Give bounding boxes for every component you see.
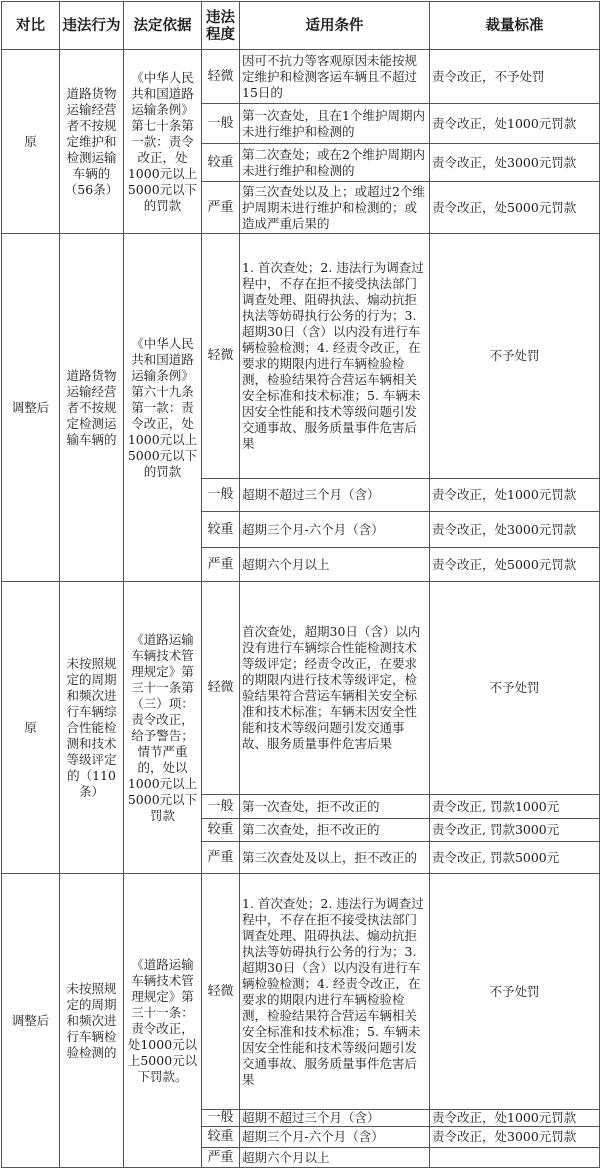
standard-cell: 责令改正，处5000元罚款 [430,548,600,582]
header-standard: 裁量标准 [430,2,600,50]
standard-cell: 责令改正，处1000元罚款 [430,479,600,512]
standard-cell: 不予处罚 [430,582,600,795]
severity-cell: 一般 [202,479,240,512]
standard-cell: 责令改正, 罚款3000元 [430,819,600,842]
condition-cell: 第一次查处，且在1个维护周期内未进行维护和检测的 [240,104,430,144]
standard-cell: 责令改正，处1000元罚款 [430,104,600,144]
legal-basis-cell: 《道路运输车辆技术管理规定》第三十一条第（三）项：责令改正，给予警告；情节严重的，处以1000元以上5000元以下罚款 [124,582,202,874]
condition-cell: 超期三个月-六个月（含） [240,512,430,548]
severity-cell: 一般 [202,1110,240,1127]
condition-cell: 第二次查处，拒不改正的 [240,819,430,842]
compare-cell: 原 [2,50,60,234]
condition-cell: 超期三个月-六个月（含） [240,1127,430,1148]
severity-cell: 严重 [202,182,240,234]
standard-cell [430,1148,600,1168]
standard-cell: 责令改正，处5000元罚款 [430,182,600,234]
condition-cell: 因可不抗力等客观原因未能按规定维护和检测客运车辆且不超过15日的 [240,50,430,104]
behavior-cell: 道路货物运输经营者不按规定检测运输车辆的 [60,234,124,582]
compare-cell: 原 [2,582,60,874]
table-row [2,874,600,1110]
condition-cell: 超期六个月以上 [240,548,430,582]
standard-cell: 责令改正，处3000元罚款 [430,1127,600,1148]
condition-cell: 第三次查处及以上，拒不改正的 [240,842,430,874]
condition-cell: 第一次查处，拒不改正的 [240,795,430,819]
condition-cell: 超期不超过三个月（含） [240,479,430,512]
standard-cell: 责令改正, 罚款5000元 [430,842,600,874]
legal-basis-cell: 《中华人民共和国道路运输条例》第六十九条第一款：责令改正，处1000元以上5000元以下的罚款 [124,234,202,582]
behavior-cell: 道路货物运输经营者不按规定维护和检测运输车辆的（56条） [60,50,124,234]
severity-cell: 严重 [202,548,240,582]
severity-cell: 轻微 [202,874,240,1110]
header-severity: 违法程度 [202,2,240,50]
header-basis: 法定依据 [124,2,202,50]
severity-cell: 较重 [202,512,240,548]
compare-cell: 调整后 [2,874,60,1168]
condition-cell: 超期不超过三个月（含） [240,1110,430,1127]
severity-cell: 严重 [202,1148,240,1168]
severity-cell: 较重 [202,819,240,842]
condition-cell: 第三次查处以及上；或超过2个维护周期未进行维护和检测的；或造成严重后果的 [240,182,430,234]
severity-cell: 轻微 [202,234,240,479]
severity-cell: 轻微 [202,582,240,795]
condition-cell: 超期六个月以上 [240,1148,430,1168]
table-row [2,582,600,795]
standard-cell: 责令改正，处3000元罚款 [430,512,600,548]
header-row [2,2,600,50]
behavior-cell: 未按照规定的周期和频次进行车辆检验检测的 [60,874,124,1168]
severity-cell: 严重 [202,842,240,874]
condition-cell: 1. 首次查处；2. 违法行为调查过程中，不存在拒不接受执法部门调查处理、阻碍执法、煽动抗拒执法等妨碍执行公务的行为；3. 超期30日（含）以内没有进行车辆检验检测；4. 经责令改正，在要求的期限内进行车辆检验检测，检验结果符合营运车辆相关安全标准和技术标准；5. 车辆未因安全性能和技术等级问题引发交通事故、服务质量事件危害后果 [240,234,430,479]
behavior-cell: 未按照规定的周期和频次进行车辆综合性能检测和技术等级评定的（110条） [60,582,124,874]
penalty-standards-table [1,1,600,1168]
condition-cell: 1. 首次查处；2. 违法行为调查过程中，不存在拒不接受执法部门调查处理、阻碍执法、煽动抗拒执法等妨碍执行公务的行为；3. 超期30日（含）以内没有进行车辆检验检测；4. 经责令改正，在要求的期限内进行车辆检验检测，检验结果符合营运车辆相关安全标准和技术标准；5. 车辆未因安全性能和技术等级问题引发交通事故、服务质量事件危害后果 [240,874,430,1110]
standard-cell: 责令改正，处3000元罚款 [430,144,600,182]
severity-cell: 一般 [202,795,240,819]
table-row [2,50,600,104]
severity-cell: 一般 [202,104,240,144]
header-behavior: 违法行为 [60,2,124,50]
standard-cell: 责令改正, 罚款1000元 [430,795,600,819]
standard-cell: 不予处罚 [430,874,600,1110]
legal-basis-cell: 《中华人民共和国道路运输条例》第七十条第一款：责令改正，处1000元以上5000元以下的罚款 [124,50,202,234]
condition-cell: 第二次查处；或在2个维护周期内未进行维护和检测的 [240,144,430,182]
compare-cell: 调整后 [2,234,60,582]
severity-cell: 轻微 [202,50,240,104]
legal-basis-cell: 《道路运输车辆技术管理规定》第三十一条：责令改正，处1000元以上5000元以下罚款。 [124,874,202,1168]
severity-cell: 较重 [202,144,240,182]
standard-cell: 责令改正，不予处罚 [430,50,600,104]
severity-cell: 较重 [202,1127,240,1148]
header-conditions: 适用条件 [240,2,430,50]
condition-cell: 首次查处，超期30日（含）以内没有进行车辆综合性能检测技术等级评定；经责令改正，在要求的期限内进行技术等级评定，检验结果符合营运车辆相关安全标准和技术标准；车辆未因安全性能和技术等级问题引发交通事故、服务质量事件危害后果 [240,582,430,795]
table-row [2,234,600,479]
standard-cell: 不予处罚 [430,234,600,479]
standard-cell: 责令改正，处1000元罚款 [430,1110,600,1127]
header-compare: 对比 [2,2,60,50]
